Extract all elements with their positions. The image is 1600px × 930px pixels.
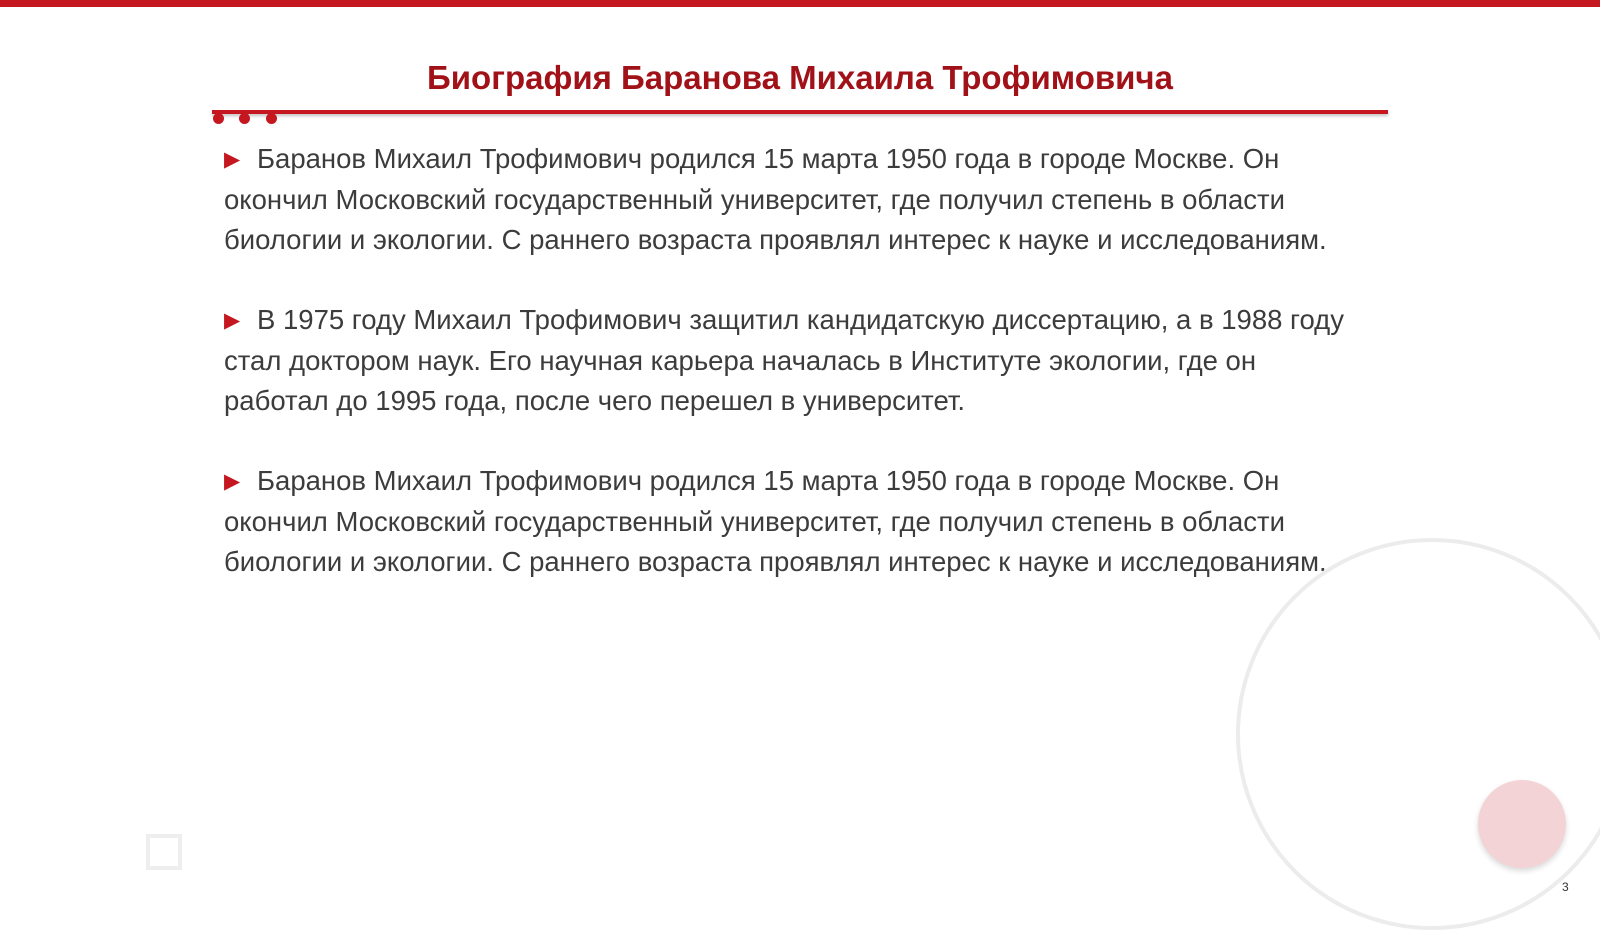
bullet-paragraph-2 bbox=[224, 300, 1354, 421]
bullet-arrow-icon: ▶ bbox=[224, 148, 241, 171]
decorative-dot-2 bbox=[239, 113, 250, 124]
slide-title: Биография Баранова Михаила Трофимовича bbox=[427, 59, 1173, 96]
bullet-arrow-icon: ▶ bbox=[224, 470, 241, 493]
page-number: 3 bbox=[1562, 880, 1569, 894]
bullet-paragraph-3 bbox=[224, 461, 1354, 582]
paragraph-text-3: Баранов Михаил Трофимович родился 15 марта 1950 года в городе Москве. Он окончил Московский государственный университет, где получил степень в области биологии и экологии. С раннего возраста проявлял интерес к науке и исследованиям. bbox=[224, 465, 1327, 577]
decorative-dot-3 bbox=[266, 113, 277, 124]
paragraph-text-1: Баранов Михаил Трофимович родился 15 марта 1950 года в городе Москве. Он окончил Московский государственный университет, где получил степень в области биологии и экологии. С раннего возраста проявлял интерес к науке и исследованиям. bbox=[224, 143, 1327, 255]
slide-body bbox=[224, 139, 1354, 622]
decorative-ring bbox=[1236, 538, 1600, 930]
decorative-square bbox=[146, 834, 182, 870]
decorative-disc bbox=[1478, 780, 1566, 868]
top-accent-bar bbox=[0, 0, 1600, 7]
bullet-arrow-icon: ▶ bbox=[224, 309, 241, 332]
decorative-dot-1 bbox=[213, 113, 224, 124]
title-underline bbox=[212, 110, 1388, 114]
bullet-paragraph-1 bbox=[224, 139, 1354, 260]
paragraph-text-2: В 1975 году Михаил Трофимович защитил кандидатскую диссертацию, а в 1988 году стал доктором наук. Его научная карьера началась в Институте экологии, где он работал до 1995 года, после чего перешел в университет. bbox=[224, 304, 1344, 416]
